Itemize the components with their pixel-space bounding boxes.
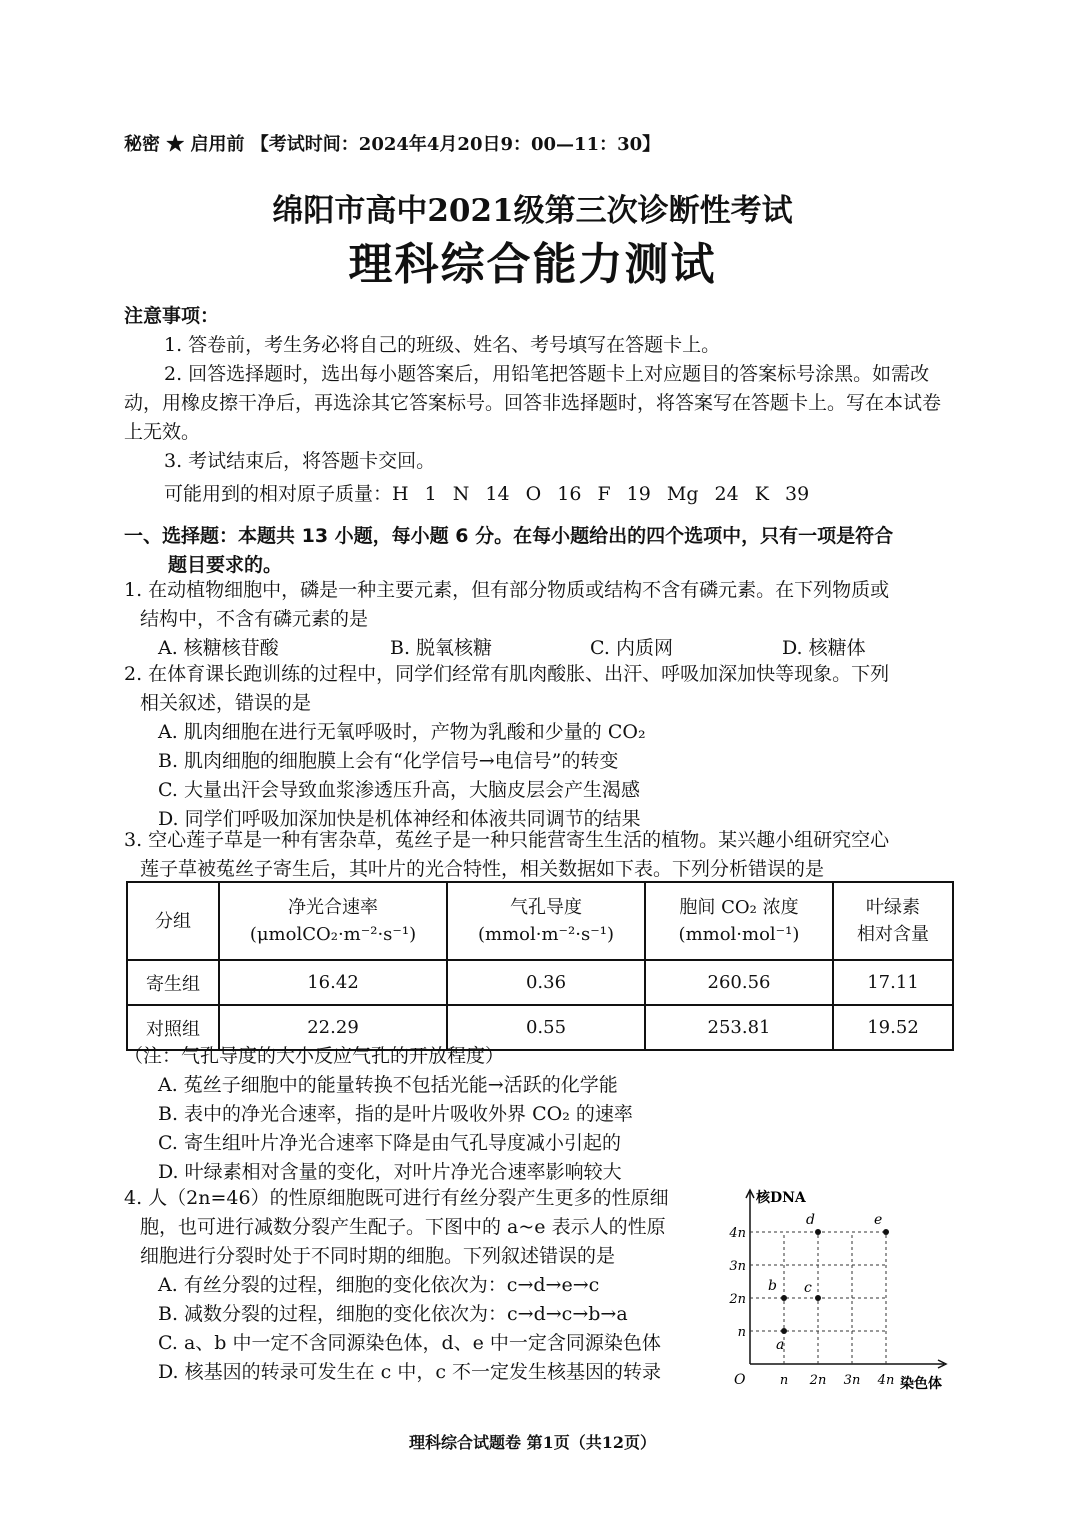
notice-block bbox=[124, 302, 954, 509]
table-header: 净光合速率 (μmolCO₂·m⁻²·s⁻¹) bbox=[219, 882, 447, 960]
question-3-options bbox=[124, 1042, 960, 1187]
point-label-d: d bbox=[806, 1212, 815, 1228]
point-b bbox=[781, 1295, 787, 1301]
secret-line: 秘密 ★ 启用前 【考试时间：2024年4月20日9：00—11：30】 bbox=[124, 134, 661, 155]
origin-label: O bbox=[734, 1372, 746, 1388]
question-1 bbox=[124, 576, 960, 663]
q4-option-b: B. 减数分裂的过程，细胞的变化依次为：c→d→c→b→a bbox=[158, 1303, 628, 1325]
page-footer: 理科综合试题卷 第1页（共12页） bbox=[409, 1433, 656, 1452]
q1-options bbox=[124, 634, 960, 663]
notice-item-2: 2. 回答选择题时，选出每小题答案后，用铅笔把答题卡上对应题目的答案标号涂黑。如需改动，用橡皮擦干净后，再选涂其它答案标号。回答非选择题时，将答案写在答题卡上。写在本试卷上无效。 bbox=[124, 363, 942, 443]
chart-points bbox=[768, 1212, 889, 1353]
table-header: 叶绿素 相对含量 bbox=[833, 882, 953, 960]
q3-note: （注：气孔导度的大小反应气孔的开放程度） bbox=[124, 1045, 505, 1067]
section-line-2: 题目要求的。 bbox=[168, 554, 283, 576]
section-heading bbox=[124, 522, 954, 580]
x-tick-label: n bbox=[779, 1373, 789, 1388]
q2-option-b: B. 肌肉细胞的细胞膜上会有“化学信号→电信号”的转变 bbox=[158, 750, 619, 772]
table-cell: 0.55 bbox=[447, 1005, 645, 1050]
x-tick-label: 3n bbox=[843, 1373, 861, 1388]
q4-option-d: D. 核基因的转录可发生在 c 中，c 不一定发生核基因的转录 bbox=[158, 1361, 662, 1383]
q4-stem-1: 4. 人（2n=46）的性原细胞既可进行有丝分裂产生更多的性原细 bbox=[124, 1187, 669, 1209]
y-tick-label: 4n bbox=[729, 1226, 746, 1241]
q1-stem-1: 1. 在动植物细胞中，磷是一种主要元素，但有部分物质或结构不含有磷元素。在下列物质或 bbox=[124, 579, 890, 601]
section-line-1: 一、选择题：本题共 13 小题，每小题 6 分。在每小题给出的四个选项中，只有一项是符合 bbox=[124, 525, 894, 547]
y-tick-label: 3n bbox=[729, 1259, 746, 1274]
x-tick-label: 4n bbox=[877, 1373, 895, 1388]
q1-option-a: A. 核糖核苷酸 bbox=[158, 637, 279, 659]
notice-item-3: 3. 考试结束后，将答题卡交回。 bbox=[164, 450, 436, 472]
table-row bbox=[127, 960, 953, 1005]
point-label-b: b bbox=[768, 1278, 777, 1294]
table-header: 分组 bbox=[127, 882, 219, 960]
y-tick-label: n bbox=[737, 1325, 746, 1340]
notice-item-1: 1. 答卷前，考生务必将自己的班级、姓名、考号填写在答题卡上。 bbox=[164, 334, 721, 356]
question-4 bbox=[124, 1184, 724, 1387]
table-cell: 0.36 bbox=[447, 960, 645, 1005]
photosynthesis-table bbox=[126, 881, 954, 1051]
point-label-c: c bbox=[804, 1280, 812, 1296]
atomic-mass: 可能用到的相对原子质量：H 1 N 14 O 16 F 19 Mg 24 K 39 bbox=[164, 483, 810, 505]
table-cell: 寄生组 bbox=[127, 960, 219, 1005]
q1-option-d: D. 核糖体 bbox=[782, 637, 866, 659]
q3-stem-1: 3. 空心莲子草是一种有害杂草，菟丝子是一种只能营寄生生活的植物。某兴趣小组研究空心 bbox=[124, 829, 890, 851]
table-header-row bbox=[127, 882, 953, 960]
table-cell: 17.11 bbox=[833, 960, 953, 1005]
q4-stem-2: 胞，也可进行减数分裂产生配子。下图中的 a~e 表示人的性原 bbox=[140, 1216, 666, 1238]
point-e bbox=[883, 1229, 889, 1235]
q3-option-a: A. 菟丝子细胞中的能量转换不包括光能→活跃的化学能 bbox=[158, 1074, 618, 1096]
question-3-stem bbox=[124, 826, 960, 884]
table-cell: 260.56 bbox=[645, 960, 833, 1005]
point-d bbox=[815, 1229, 821, 1235]
point-a bbox=[781, 1328, 787, 1334]
point-label-e: e bbox=[874, 1212, 883, 1228]
q2-option-c: C. 大量出汗会导致血浆渗透压升高，大脑皮层会产生渴感 bbox=[158, 779, 640, 801]
y-axis-label: 核DNA bbox=[756, 1190, 806, 1206]
table-header: 胞间 CO₂ 浓度 (mmol·mol⁻¹) bbox=[645, 882, 833, 960]
q1-option-c: C. 内质网 bbox=[590, 637, 673, 659]
table-header: 气孔导度 (mmol·m⁻²·s⁻¹) bbox=[447, 882, 645, 960]
dna-chromosome-chart bbox=[722, 1184, 962, 1399]
table-cell: 22.29 bbox=[219, 1005, 447, 1050]
table-cell: 16.42 bbox=[219, 960, 447, 1005]
q2-option-d: D. 同学们呼吸加深加快是机体神经和体液共同调节的结果 bbox=[158, 808, 641, 830]
q2-option-a: A. 肌肉细胞在进行无氧呼吸时，产物为乳酸和少量的 CO₂ bbox=[158, 721, 646, 743]
table-cell: 对照组 bbox=[127, 1005, 219, 1050]
chart-axes bbox=[734, 1189, 946, 1392]
table-cell: 19.52 bbox=[833, 1005, 953, 1050]
q3-stem-2: 莲子草被菟丝子寄生后，其叶片的光合特性，相关数据如下表。下列分析错误的是 bbox=[140, 858, 825, 880]
y-tick-label: 2n bbox=[729, 1292, 746, 1307]
notice-heading: 注意事项： bbox=[124, 305, 220, 327]
q3-option-d: D. 叶绿素相对含量的变化，对叶片净光合速率影响较大 bbox=[158, 1161, 622, 1183]
point-c bbox=[815, 1295, 821, 1301]
x-tick-label: 2n bbox=[809, 1373, 827, 1388]
q2-stem-2: 相关叙述，错误的是 bbox=[140, 692, 312, 714]
x-axis-label: 染色体 bbox=[900, 1376, 942, 1392]
q4-option-a: A. 有丝分裂的过程，细胞的变化依次为：c→d→e→c bbox=[158, 1274, 600, 1296]
q1-stem-2: 结构中，不含有磷元素的是 bbox=[140, 608, 369, 630]
question-2 bbox=[124, 660, 960, 834]
exam-title: 绵阳市高中2021级第三次诊断性考试 bbox=[272, 193, 793, 229]
q3-option-c: C. 寄生组叶片净光合速率下降是由气孔导度减小引起的 bbox=[158, 1132, 621, 1154]
point-label-a: a bbox=[776, 1337, 785, 1353]
q1-option-b: B. 脱氧核糖 bbox=[390, 637, 493, 659]
q2-stem-1: 2. 在体育课长跑训练的过程中，同学们经常有肌肉酸胀、出汗、呼吸加深加快等现象。下列 bbox=[124, 663, 890, 685]
q3-option-b: B. 表中的净光合速率，指的是叶片吸收外界 CO₂ 的速率 bbox=[158, 1103, 633, 1125]
q4-option-c: C. a、b 中一定不含同源染色体，d、e 中一定含同源染色体 bbox=[158, 1332, 661, 1354]
subject-title: 理科综合能力测试 bbox=[348, 239, 717, 290]
q4-stem-3: 细胞进行分裂时处于不同时期的细胞。下列叙述错误的是 bbox=[140, 1245, 616, 1267]
table-cell: 253.81 bbox=[645, 1005, 833, 1050]
